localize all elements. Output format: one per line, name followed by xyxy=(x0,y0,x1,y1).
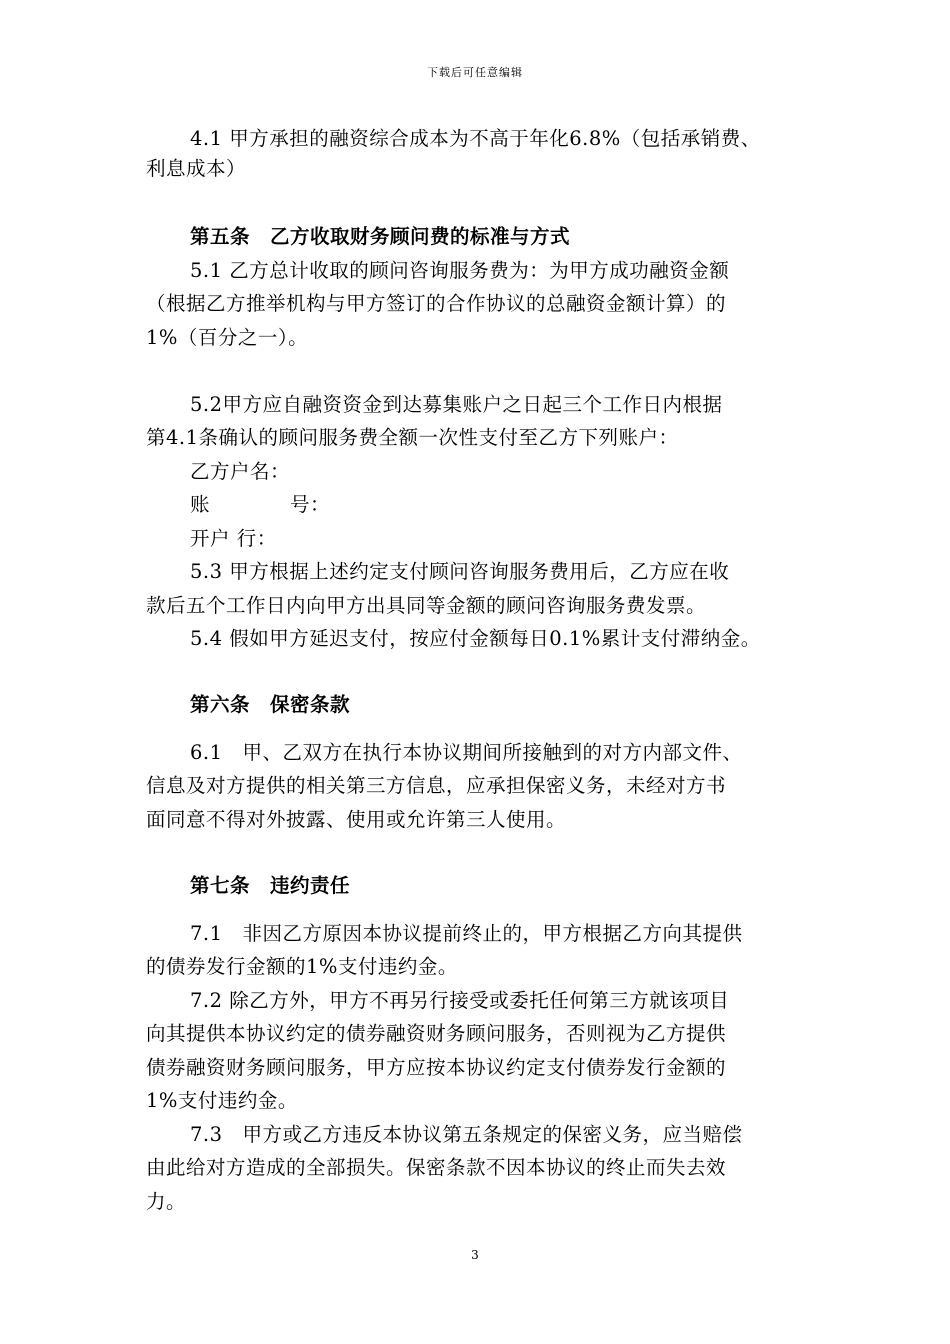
paragraph-line: 账 号： xyxy=(190,493,331,516)
paragraph-line: 6.1 甲、乙双方在执行本协议期间所接触到的对方内部文件、 xyxy=(190,741,743,764)
paragraph-line: 力。 xyxy=(146,1190,187,1213)
paragraph-line: 的债券发行金额的1%支付违约金。 xyxy=(146,955,458,978)
paragraph-line: 7.2 除乙方外，甲方不再另行接受或委托任何第三方就该项目 xyxy=(190,989,730,1012)
paragraph-line: 第4.1条确认的顾问服务费全额一次性支付至乙方下列账户： xyxy=(146,426,679,449)
paragraph-line: 信息及对方提供的相关第三方信息，应承担保密义务，未经对方书 xyxy=(146,774,727,797)
paragraph-line: （根据乙方推举机构与甲方签订的合作协议的总融资金额计算）的 xyxy=(146,292,727,315)
section-heading: 第六条 保密条款 xyxy=(190,693,351,716)
paragraph-line: 由此给对方造成的全部损失。保密条款不因本协议的终止而失去效 xyxy=(146,1156,727,1179)
paragraph-line: 开户 行： xyxy=(190,527,277,550)
section-heading: 第七条 违约责任 xyxy=(190,874,351,897)
paragraph-line: 款后五个工作日内向甲方出具同等金额的顾问咨询服务费发票。 xyxy=(146,594,707,617)
section-heading: 第五条 乙方收取财务顾问费的标准与方式 xyxy=(190,225,571,248)
paragraph-line: 5.4 假如甲方延迟支付，按应付金额每日0.1%累计支付滞纳金。 xyxy=(190,627,761,650)
paragraph-line: 7.3 甲方或乙方违反本协议第五条规定的保密义务，应当赔偿 xyxy=(190,1123,743,1146)
paragraph-line: 利息成本） xyxy=(146,157,247,180)
page-number: 3 xyxy=(471,1248,479,1262)
paragraph-line: 向其提供本协议约定的债券融资财务顾问服务，否则视为乙方提供 xyxy=(146,1022,727,1045)
paragraph-line: 面同意不得对外披露、使用或允许第三人使用。 xyxy=(146,808,567,831)
paragraph-line: 5.2甲方应自融资资金到达募集账户之日起三个工作日内根据 xyxy=(190,393,723,416)
paragraph-line: 乙方户名： xyxy=(190,460,291,483)
paragraph-line: 7.1 非因乙方原因本协议提前终止的，甲方根据乙方向其提供 xyxy=(190,922,743,945)
paragraph-line: 5.1 乙方总计收取的顾问咨询服务费为：为甲方成功融资金额 xyxy=(190,259,730,282)
paragraph-line: 1%（百分之一）。 xyxy=(146,326,309,349)
paragraph-line: 4.1 甲方承担的融资综合成本为不高于年化6.8%（包括承销费、 xyxy=(190,127,761,150)
paragraph-line: 债券融资财务顾问服务，甲方应按本协议约定支付债券发行金额的 xyxy=(146,1056,727,1079)
paragraph-line: 1%支付违约金。 xyxy=(146,1089,298,1112)
page-header: 下载后可任意编辑 xyxy=(427,66,523,79)
paragraph-line: 5.3 甲方根据上述约定支付顾问咨询服务费用后，乙方应在收 xyxy=(190,560,730,583)
